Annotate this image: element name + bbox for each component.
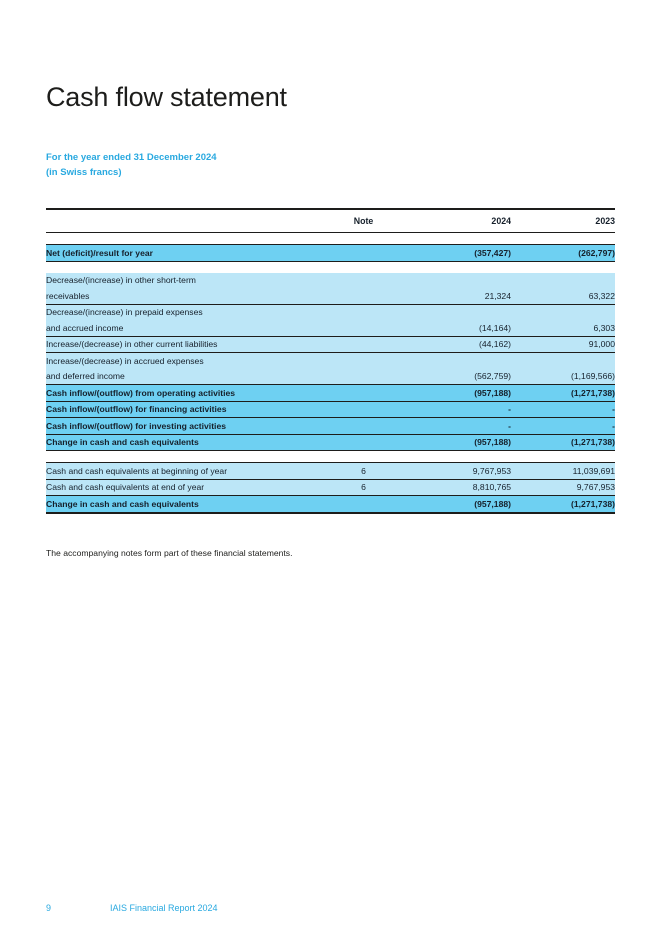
row-note (321, 320, 406, 336)
row-note: 6 (321, 479, 406, 496)
row-label: Decrease/(increase) in prepaid expenses (46, 304, 321, 320)
row-value-2024: (44,162) (406, 336, 511, 353)
row-value-2024: (562,759) (406, 369, 511, 385)
row-value-2024: 8,810,765 (406, 479, 511, 496)
table-row (46, 288, 615, 304)
cash-flow-table-container (46, 208, 615, 514)
row-label: Cash inflow/(outflow) for investing activities (46, 418, 321, 435)
table-row (46, 245, 615, 262)
row-value-2024: (957,188) (406, 434, 511, 451)
row-value-2024: (957,188) (406, 496, 511, 514)
row-label: Decrease/(increase) in other short-term (46, 273, 321, 289)
table-row (46, 418, 615, 435)
row-label: Cash and cash equivalents at beginning of year (46, 463, 321, 480)
row-value-blank (511, 304, 615, 320)
row-value-2024: - (406, 401, 511, 418)
row-note (321, 369, 406, 385)
table-header-row (46, 210, 615, 233)
row-value-blank (511, 353, 615, 369)
row-value-2023: 6,303 (511, 320, 615, 336)
table-row (46, 434, 615, 451)
row-label: Net (deficit)/result for year (46, 245, 321, 262)
header-label (46, 210, 321, 233)
row-note (321, 418, 406, 435)
table-row (46, 369, 615, 385)
row-label: Cash inflow/(outflow) for financing activities (46, 401, 321, 418)
statement-footnote: The accompanying notes form part of these financial statements. (46, 548, 293, 558)
statement-period: For the year ended 31 December 2024 (46, 152, 217, 163)
row-note (321, 401, 406, 418)
header-note: Note (321, 210, 406, 233)
table-row (46, 479, 615, 496)
row-value-2023: (1,169,566) (511, 369, 615, 385)
row-value-blank (511, 273, 615, 289)
row-value-2024: 9,767,953 (406, 463, 511, 480)
table-row (46, 336, 615, 353)
row-label-cont: and deferred income (46, 369, 321, 385)
row-label: Increase/(decrease) in accrued expenses (46, 353, 321, 369)
row-note (321, 385, 406, 402)
row-note (321, 245, 406, 262)
row-label: Change in cash and cash equivalents (46, 496, 321, 514)
table-row (46, 353, 615, 369)
table-row (46, 385, 615, 402)
row-value-2023: (262,797) (511, 245, 615, 262)
row-note-blank (321, 273, 406, 289)
row-label: Change in cash and cash equivalents (46, 434, 321, 451)
table-row (46, 304, 615, 320)
page-number: 9 (46, 903, 52, 913)
row-note-blank (321, 353, 406, 369)
header-year-2023: 2023 (511, 210, 615, 233)
statement-currency: (in Swiss francs) (46, 166, 122, 178)
table-row (46, 463, 615, 480)
table-row (46, 320, 615, 336)
table-row (46, 273, 615, 289)
row-note (321, 496, 406, 514)
row-value-blank (406, 353, 511, 369)
row-value-2023: 63,322 (511, 288, 615, 304)
row-value-2024: (14,164) (406, 320, 511, 336)
row-value-2024: (357,427) (406, 245, 511, 262)
row-note (321, 336, 406, 353)
report-name: IAIS Financial Report 2024 (110, 903, 218, 913)
row-value-2023: - (511, 401, 615, 418)
row-value-2023: (1,271,738) (511, 434, 615, 451)
row-value-2024: 21,324 (406, 288, 511, 304)
table-spacer (46, 451, 615, 463)
row-note (321, 434, 406, 451)
row-label: Increase/(decrease) in other current liabilities (46, 336, 321, 353)
row-note (321, 288, 406, 304)
table-spacer (46, 261, 615, 273)
row-value-2023: 9,767,953 (511, 479, 615, 496)
row-label: Cash inflow/(outflow) from operating activities (46, 385, 321, 402)
row-value-blank (406, 273, 511, 289)
row-value-2023: - (511, 418, 615, 435)
row-value-2023: 11,039,691 (511, 463, 615, 480)
row-label-cont: and accrued income (46, 320, 321, 336)
row-label: Cash and cash equivalents at end of year (46, 479, 321, 496)
row-value-2023: (1,271,738) (511, 496, 615, 514)
row-value-2024: (957,188) (406, 385, 511, 402)
page-footer (46, 903, 218, 913)
row-value-2023: (1,271,738) (511, 385, 615, 402)
row-note-blank (321, 304, 406, 320)
cash-flow-table (46, 208, 615, 514)
table-row (46, 496, 615, 514)
row-value-2023: 91,000 (511, 336, 615, 353)
row-value-blank (406, 304, 511, 320)
row-note: 6 (321, 463, 406, 480)
table-row (46, 401, 615, 418)
page-title: Cash flow statement (46, 82, 287, 112)
header-year-2024: 2024 (406, 210, 511, 233)
row-value-2024: - (406, 418, 511, 435)
statement-period-block (46, 151, 217, 180)
table-spacer (46, 233, 615, 245)
row-label-cont: receivables (46, 288, 321, 304)
